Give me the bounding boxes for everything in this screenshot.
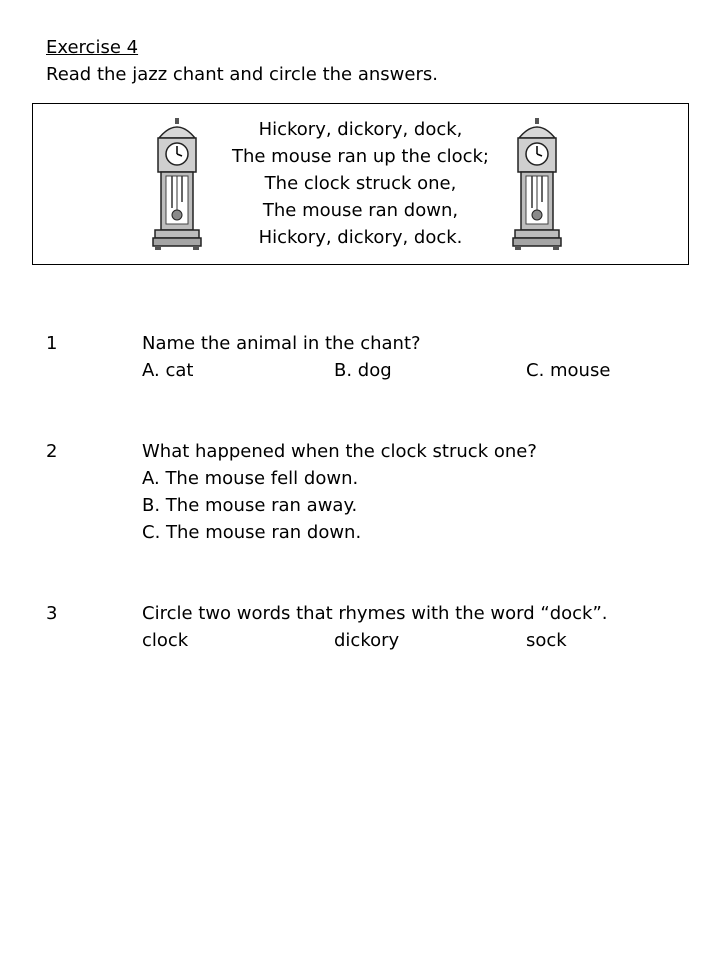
chant-text: [33, 116, 688, 251]
answer-option[interactable]: sock: [526, 630, 567, 651]
answer-option[interactable]: C. mouse: [526, 360, 611, 381]
chant-line: Hickory, dickory, dock.: [258, 227, 463, 248]
answer-option[interactable]: C. The mouse ran down.: [142, 522, 362, 543]
chant-line: Hickory, dickory, dock,: [258, 119, 463, 140]
answer-option[interactable]: A. cat: [142, 360, 194, 381]
answer-option[interactable]: B. dog: [334, 360, 392, 381]
question-text: Circle two words that rhymes with the word “dock”.: [142, 603, 608, 624]
answer-option[interactable]: B. The mouse ran away.: [142, 495, 358, 516]
chant-box: [32, 103, 689, 265]
answer-option[interactable]: A. The mouse fell down.: [142, 468, 359, 489]
grandfather-clock-icon: [511, 116, 563, 250]
chant-line: The clock struck one,: [264, 173, 457, 194]
chant-line: The mouse ran down,: [262, 200, 459, 221]
chant-line: The mouse ran up the clock;: [231, 146, 489, 167]
answer-option[interactable]: dickory: [334, 630, 400, 651]
exercise-heading: Exercise 4: [46, 37, 139, 58]
question-text: Name the animal in the chant?: [142, 333, 421, 354]
question-text: What happened when the clock struck one?: [142, 441, 537, 462]
answer-option[interactable]: clock: [142, 630, 189, 651]
exercise-instruction: Read the jazz chant and circle the answers.: [46, 64, 438, 85]
question-number: 3: [46, 603, 58, 624]
question-number: 2: [46, 441, 58, 462]
question-number: 1: [46, 333, 58, 354]
